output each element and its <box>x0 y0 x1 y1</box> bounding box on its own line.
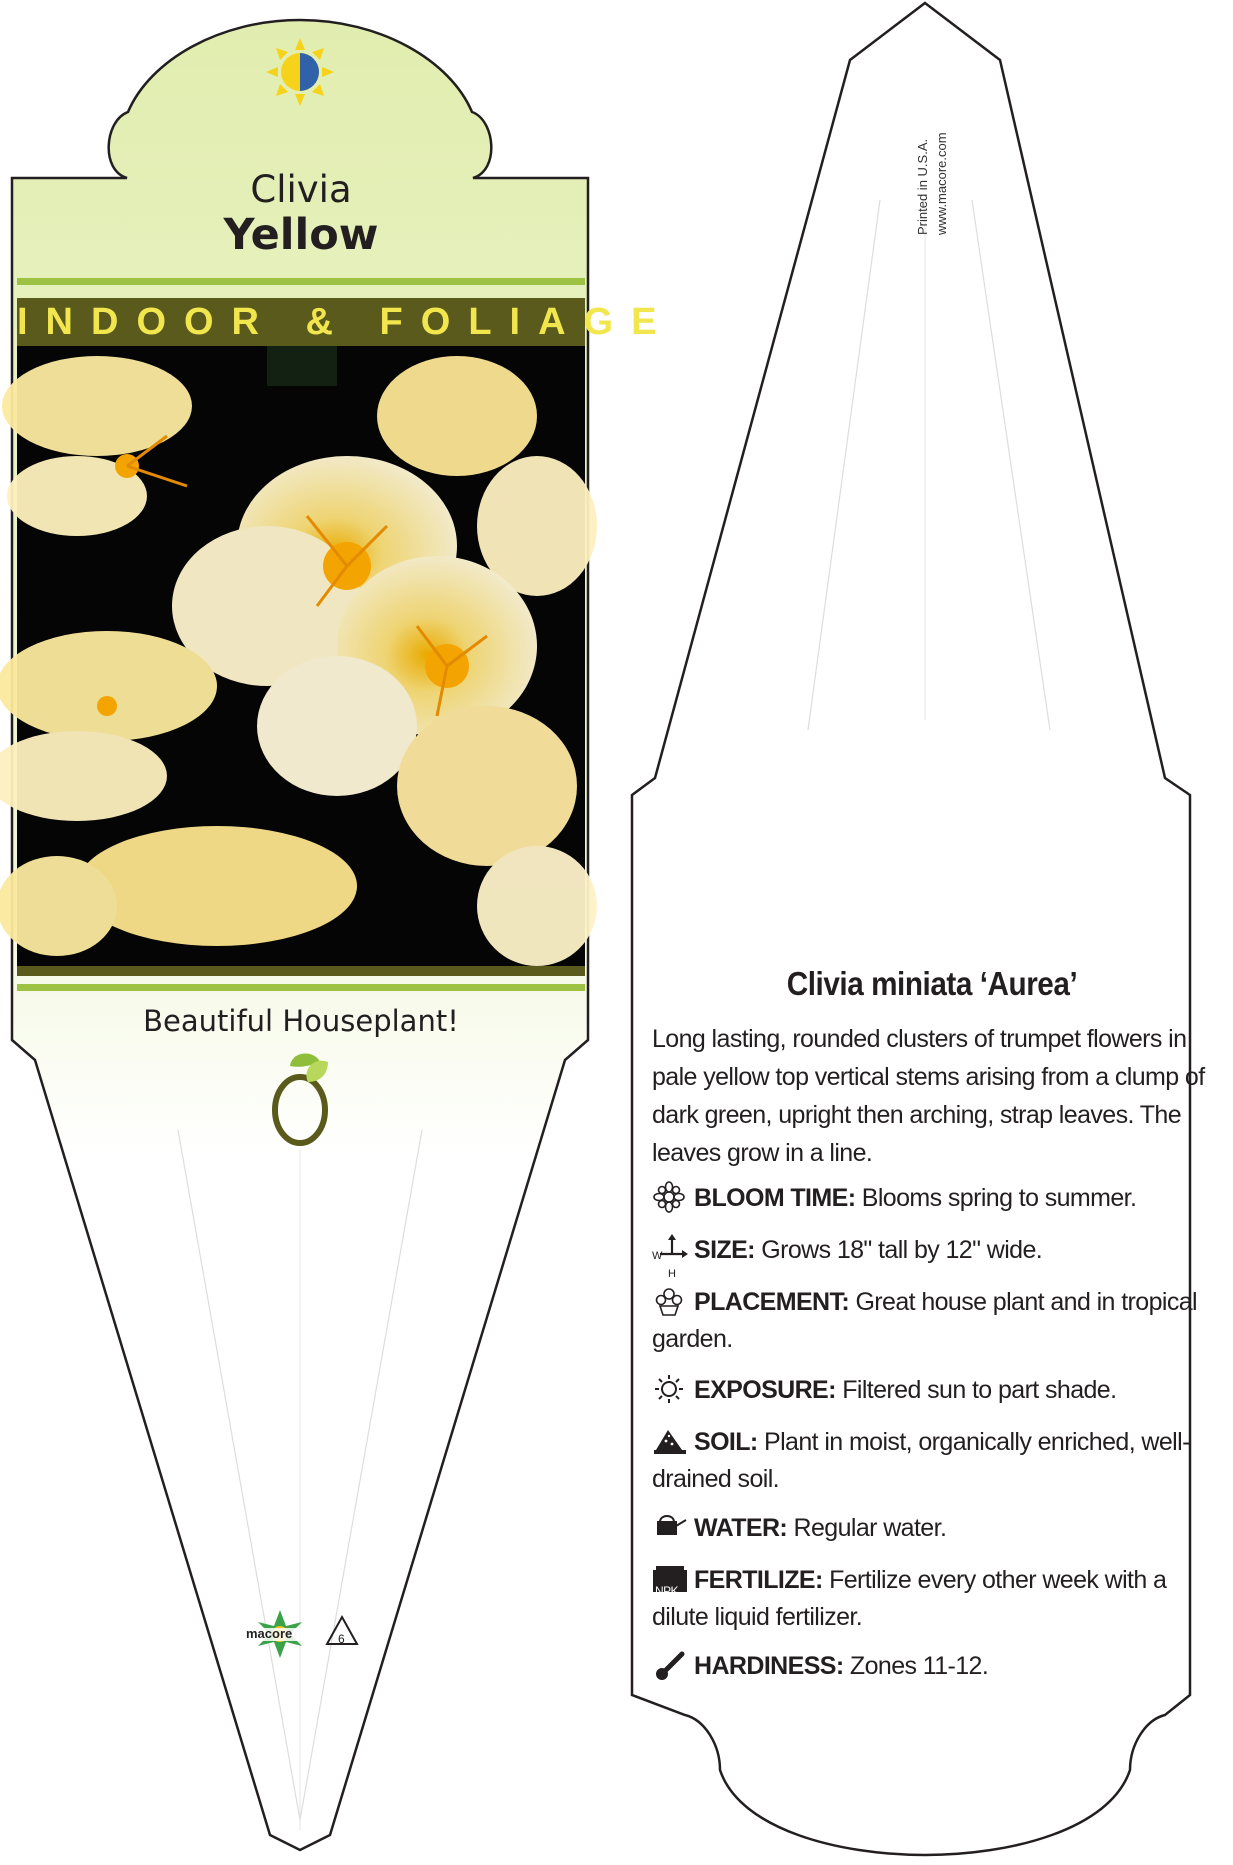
website: www.macore.com <box>934 132 949 235</box>
brand-name: macore <box>246 1626 293 1641</box>
info-bloom-time <box>652 1180 1212 1217</box>
size-label: SIZE: <box>694 1236 755 1264</box>
info-hardiness <box>652 1648 1212 1685</box>
scientific-name: Clivia miniata ‘Aurea’ <box>786 965 1078 1002</box>
hardiness-label: HARDINESS: <box>694 1652 844 1680</box>
info-soil <box>652 1424 1212 1498</box>
info-exposure <box>652 1372 1212 1409</box>
soil-value: Plant in moist, organically enriched, well-drained soil. <box>652 1428 1190 1493</box>
size-height-letter: H <box>668 1268 676 1280</box>
placement-value: Great house plant and in tropical garden. <box>652 1288 1197 1353</box>
exposure-value: Filtered sun to part shade. <box>835 1376 1117 1404</box>
brand-logo <box>242 1606 362 1671</box>
flower-photo <box>17 346 585 966</box>
bloom-time-label: BLOOM TIME: <box>694 1184 856 1212</box>
flower-icon <box>652 1182 690 1212</box>
printed-info <box>913 90 953 240</box>
divider-photo-bottom <box>17 966 585 976</box>
info-water <box>652 1510 1212 1547</box>
size-value: Grows 18" tall by 12" wide. <box>754 1236 1043 1264</box>
plant-description: Long lasting, rounded clusters of trumpet flowers in pale yellow top vertical stems arising from a clump of dark green, upright then arching, strap leaves. The leaves grow in a line. <box>652 1025 1205 1167</box>
printed-in-usa: Printed in U.S.A. <box>915 138 930 235</box>
tagline: Beautiful Houseplant! <box>143 1004 459 1038</box>
recycle-code: 6 <box>338 1632 345 1646</box>
placement-icon <box>652 1286 690 1316</box>
sun-icon <box>652 1374 690 1404</box>
water-value: Regular water. <box>787 1514 947 1542</box>
hardiness-value: Zones 11-12. <box>843 1652 989 1680</box>
npk-icon <box>652 1564 690 1598</box>
category-banner: INDOOR & FOLIAGE <box>17 298 585 346</box>
size-icon <box>652 1234 690 1280</box>
size-width-letter: W <box>652 1250 662 1262</box>
soil-label: SOIL: <box>694 1428 758 1456</box>
npk-text: NPK <box>655 1584 678 1598</box>
divider-bottom <box>17 984 585 991</box>
info-size <box>652 1232 1212 1280</box>
sun-shade-icon <box>266 38 334 106</box>
info-fertilize <box>652 1562 1212 1636</box>
bloom-time-value: Blooms spring to summer. <box>855 1184 1137 1212</box>
watering-can-icon <box>652 1512 690 1542</box>
info-placement <box>652 1284 1212 1358</box>
fertilize-value: Fertilize every other week with a dilute liquid fertilizer. <box>652 1566 1167 1631</box>
soil-icon <box>652 1426 690 1456</box>
water-label: WATER: <box>694 1514 788 1542</box>
thermometer-icon <box>652 1650 690 1680</box>
placement-label: PLACEMENT: <box>694 1288 850 1316</box>
fertilize-label: FERTILIZE: <box>694 1566 823 1594</box>
divider-top <box>17 278 585 285</box>
exposure-label: EXPOSURE: <box>694 1376 836 1404</box>
plant-cultivar: Yellow <box>223 210 379 260</box>
plant-genus: Clivia <box>250 168 352 211</box>
